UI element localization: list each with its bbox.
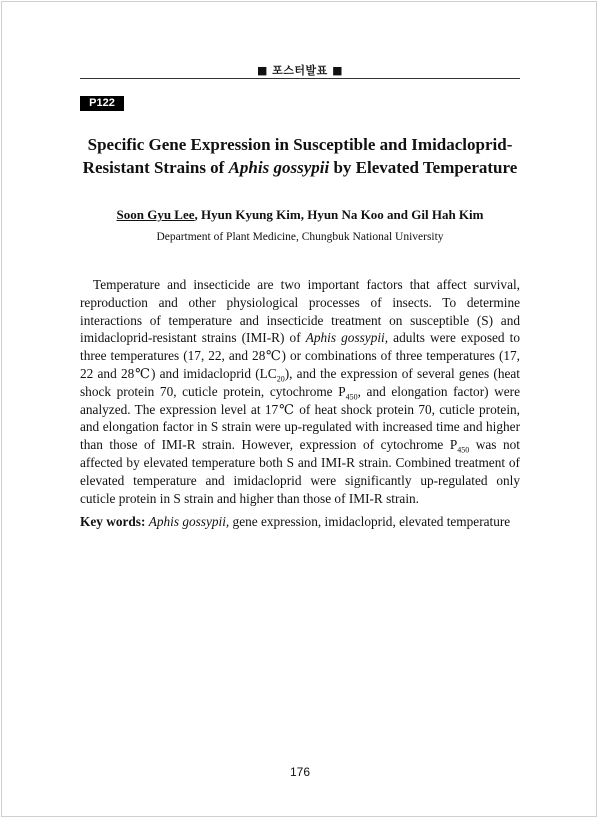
abstract-text-4: , and elongation factor) were analyzed. The expression level at 17℃ of heat shock protein 70, cuticle protein, and elongation factor in S strain were up-regulated with increased time and higher than those of IMI-R strain. However, expression of cytochrome P <box>80 383 520 453</box>
title-species: Aphis gossypii <box>228 158 330 177</box>
abstract-text-2: , adults were exposed to three temperatures (17, 22, and 28℃) or combinations of three temperatures (17, 22 and 28℃) and imidacloprid (LC <box>80 330 520 381</box>
abstract-text-1: Temperature and insecticide are two important factors that affect survival, reproduction and other physiological processes of insects. To determine interactions of temperature and insecticide treatment on susceptible (S) and imidacloprid-resistant strains (IMI-R) of <box>80 277 520 346</box>
title-text-1: Specific Gene Expression in Susceptible and Imidacloprid-Resistant Strains of <box>82 135 513 177</box>
p450-subscript-1: 450 <box>345 392 358 402</box>
poster-code-badge: P122 <box>80 96 124 111</box>
section-header: ■ 포스터발표 ■ <box>256 64 344 77</box>
presenting-author: Soon Gyu Lee <box>116 207 195 222</box>
affiliation: Department of Plant Medicine, Chungbuk National University <box>156 231 444 243</box>
co-authors: , Hyun Kyung Kim, Hyun Na Koo and Gil Hah Kim <box>194 207 484 222</box>
abstract-paragraph <box>80 276 520 507</box>
keywords-label: Key words: <box>80 514 146 529</box>
paper-title <box>60 133 540 179</box>
keywords-species: Aphis gossypii, <box>148 514 230 529</box>
keywords-line <box>80 513 520 531</box>
abstract-text-5: was not affected by elevated temperature both S and IMI-R strain. Combined treatment of elevated temperature and imidacloprid were significantly up-regulated only cuticle protein in S strain and higher than those of IMI-R strain. <box>80 437 520 506</box>
abstract-text-3: ), and the expression of several genes (heat shock protein 70, cuticle protein, cytochrome P <box>80 365 520 399</box>
keywords-list: gene expression, imidacloprid, elevated temperature <box>229 514 511 529</box>
page-number: 176 <box>289 765 311 779</box>
header-divider <box>80 78 520 79</box>
abstract-species: Aphis gossypii <box>305 330 385 346</box>
title-text-2: by Elevated Temperature <box>329 158 518 177</box>
author-list <box>60 207 540 223</box>
lc-subscript: 20 <box>276 374 285 384</box>
p450-subscript-2: 450 <box>457 445 470 455</box>
